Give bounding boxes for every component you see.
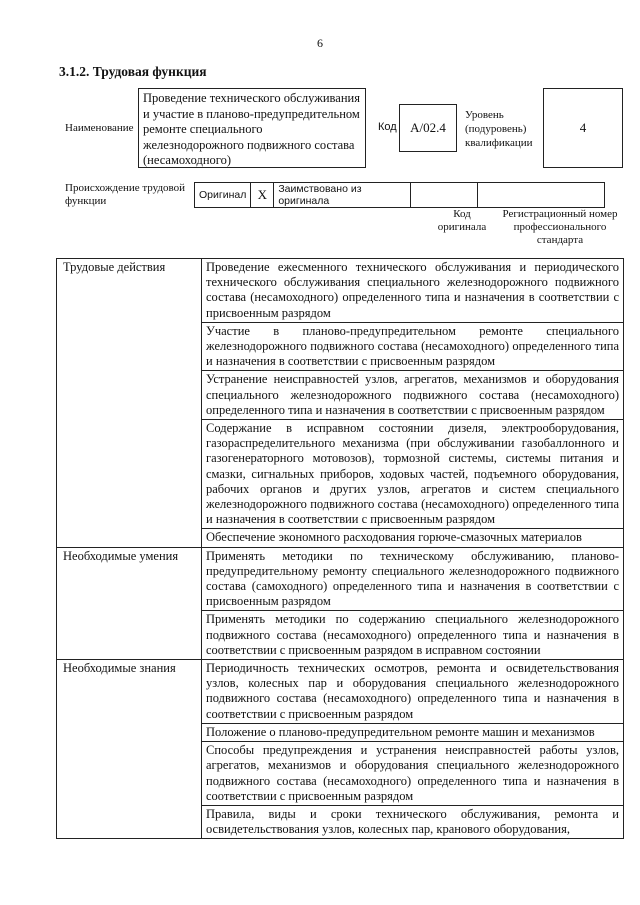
origin-label: Происхождение трудовой функции (65, 182, 186, 207)
code-value: A/02.4 (410, 120, 446, 135)
table-cell: Участие в планово-предупредительном ремонте специального железнодорожного подвижного состава (несамоходного) определенного типа и назначения в соответствии с присвоенным разрядом (202, 322, 624, 371)
table-row (57, 259, 624, 323)
table-cell: Устранение неисправностей узлов, агрегатов, механизмов и оборудования специального железнодорожного подвижного состава (несамоходного) определенного типа и назначения в соответствии с присвоенным разрядом (202, 371, 624, 420)
original-code-cell (411, 183, 478, 208)
original-label: Оригинал (195, 183, 251, 208)
table-cell: Обеспечение экономного расходования горюче-смазочных материалов (202, 529, 624, 547)
table-cell: Способы предупреждения и устранения неисправностей работы узлов, агрегатов, механизмов и оборудования специального железнодорожного подвижного состава (несамоходного) определенного типа и назначения в соответствии с присвоенным разрядом (202, 742, 624, 806)
row-label-actions: Трудовые действия (57, 259, 202, 548)
code-caption: Код оригинала (437, 208, 487, 233)
table-row (57, 547, 624, 611)
page-number: 6 (317, 36, 323, 50)
registration-number-cell (478, 183, 605, 208)
table-cell: Положение о планово-предупредительном ремонте машин и механизмов (202, 723, 624, 741)
function-details-table (56, 258, 624, 839)
table-row (57, 660, 624, 724)
code-value-box (399, 104, 457, 152)
table-cell: Правила, виды и сроки технического обслуживания, ремонта и освидетельствования узлов, колесных пар, кранового оборудования, (202, 805, 624, 838)
borrowed-label: Заимствовано из оригинала (274, 183, 411, 208)
level-value: 4 (579, 120, 587, 135)
table-cell: Периодичность технических осмотров, ремонта и освидетельствования узлов, колесных пар и оборудования специального железнодорожного подвижного состава (несамоходного) определенного типа и назначения в соответствии с присвоенным разрядом (202, 660, 624, 724)
table-cell: Применять методики по техническому обслуживанию, планово-предупредительному ремонту специального железнодорожного подвижного состава (самоходного) определенного типа и назначения в соответствии с присвоенным разрядом (202, 547, 624, 611)
section-title: 3.1.2. Трудовая функция (59, 64, 207, 79)
registration-caption: Регистрационный номер профессионального стандарта (502, 208, 618, 246)
name-value: Проведение технического обслуживания и участие в планово-предупредительном ремонте специального железнодорожного подвижного состава (несамоходного) (143, 91, 360, 167)
origin-table (194, 182, 605, 208)
code-label: Код (378, 121, 397, 133)
level-value-box (543, 88, 623, 168)
original-mark: X (251, 183, 274, 208)
level-label: Уровень (подуровень) квалификации (465, 109, 533, 149)
table-cell: Содержание в исправном состоянии дизеля, электрооборудования, газораспределительного механизма (при обслуживании газобаллонного и газогенераторного мотовозов), тормозной системы, системы питания и смазки, сигнальных приборов, ходовых частей, подъемного оборудования, рабочих органов и других узлов, агрегатов и систем специального железнодорожного подвижного состава (несамоходного) определенного типа и назначения в соответствии с присвоенным разрядом (202, 420, 624, 529)
table-cell: Проведение ежесменного технического обслуживания и периодического технического обслуживания специального железнодорожного подвижного состава (несамоходного) определенного типа и назначения в соответствии с присвоенным разрядом (202, 259, 624, 323)
name-value-box (138, 88, 366, 168)
name-label: Наименование (65, 122, 134, 134)
row-label-knowledge: Необходимые знания (57, 660, 202, 839)
table-cell: Применять методики по содержанию специального железнодорожного подвижного состава (несамоходного) определенного типа и назначения в соответствии с присвоенным разрядом в исправном состоянии (202, 611, 624, 660)
row-label-skills: Необходимые умения (57, 547, 202, 659)
